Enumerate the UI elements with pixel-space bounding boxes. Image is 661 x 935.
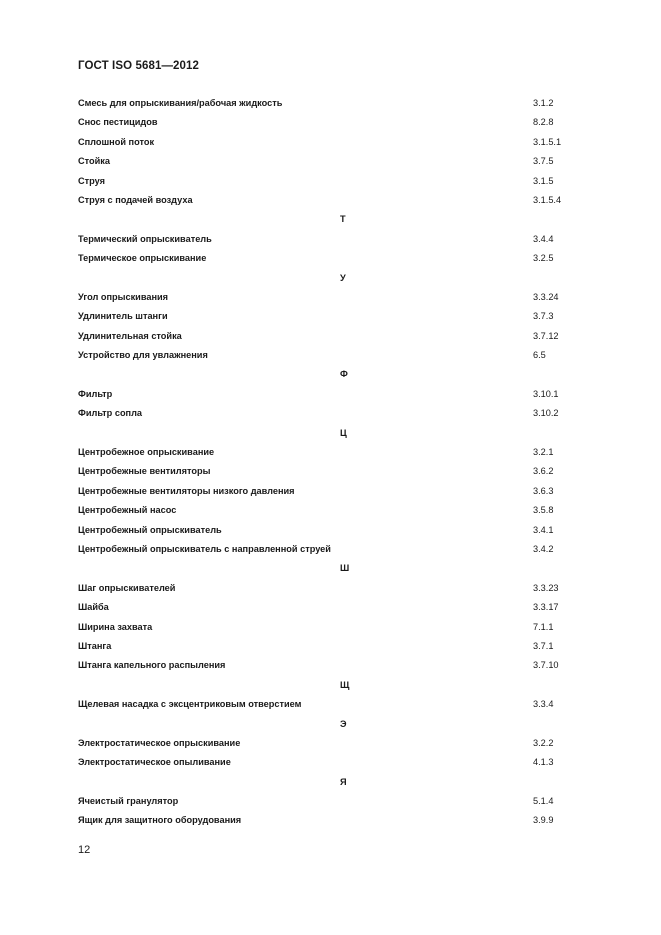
entry-reference: 3.1.5.1	[533, 136, 562, 147]
entry-reference: 3.10.2	[533, 408, 559, 419]
entry-reference: 3.3.23	[533, 582, 559, 593]
letter-section-heading	[0, 676, 661, 695]
index-entry	[0, 385, 661, 404]
entry-reference: 4.1.3	[533, 757, 554, 768]
entry-term: Ящик для защитного оборудования	[78, 815, 242, 826]
entry-reference: 3.6.2	[533, 466, 554, 477]
index-entry	[0, 734, 661, 753]
entry-reference: 3.3.17	[533, 602, 559, 613]
entry-term: Центробежное опрыскивание	[78, 447, 215, 458]
section-letter: У	[340, 272, 346, 283]
index-entry	[0, 618, 661, 637]
index-entry	[0, 172, 661, 191]
index-entry	[0, 288, 661, 307]
index-entries	[0, 94, 661, 831]
entry-term: Электростатическое опыливание	[78, 757, 231, 768]
entry-term: Струя с подачей воздуха	[78, 194, 193, 205]
entry-term: Термический опрыскиватель	[78, 233, 212, 244]
letter-section-heading	[0, 715, 661, 734]
entry-reference: 3.4.2	[533, 543, 554, 554]
entry-reference: 3.7.12	[533, 330, 559, 341]
entry-term: Стойка	[78, 156, 110, 167]
page-number: 12	[78, 844, 91, 856]
entry-reference: 3.3.24	[533, 291, 559, 302]
entry-reference: 3.7.10	[533, 660, 559, 671]
index-entry	[0, 113, 661, 132]
entry-reference: 3.9.9	[533, 815, 554, 826]
section-letter: Я	[340, 776, 347, 787]
entry-reference: 3.7.1	[533, 640, 554, 651]
letter-section-heading	[0, 269, 661, 288]
entry-term: Центробежный опрыскиватель с направленной струей	[78, 543, 331, 554]
entry-term: Центробежный опрыскиватель	[78, 524, 222, 535]
letter-section-heading	[0, 365, 661, 384]
index-entry	[0, 327, 661, 346]
index-entry	[0, 404, 661, 423]
entry-term: Угол опрыскивания	[78, 291, 169, 302]
entry-reference: 3.2.5	[533, 253, 554, 264]
section-letter: Щ	[340, 679, 350, 690]
entry-reference: 3.1.2	[533, 98, 554, 108]
index-entry	[0, 249, 661, 268]
entry-term: Удлинитель штанги	[78, 311, 168, 322]
document-header: ГОСТ ISO 5681—2012	[78, 60, 200, 72]
entry-term: Фильтр сопла	[78, 408, 143, 419]
entry-reference: 3.5.8	[533, 505, 554, 516]
section-letter: Ш	[340, 563, 350, 574]
section-letter: Ц	[340, 427, 347, 438]
index-entry	[0, 94, 661, 113]
entry-reference: 5.1.4	[533, 796, 554, 807]
index-entry	[0, 443, 661, 462]
entry-reference: 3.2.2	[533, 737, 554, 748]
entry-term: Электростатическое опрыскивание	[78, 737, 241, 748]
section-letter: Т	[340, 214, 346, 225]
entry-term: Сплошной поток	[78, 136, 155, 147]
entry-reference: 3.2.1	[533, 447, 554, 458]
entry-term: Центробежный насос	[78, 505, 177, 516]
entry-term: Штанга	[78, 640, 112, 651]
index-entry	[0, 346, 661, 365]
entry-term: Центробежные вентиляторы	[78, 466, 211, 477]
index-entry	[0, 695, 661, 714]
index-entry	[0, 753, 661, 772]
entry-term: Ячеистый гранулятор	[78, 796, 179, 807]
section-letter: Э	[340, 718, 347, 729]
entry-reference: 3.1.5	[533, 175, 554, 186]
index-entry	[0, 521, 661, 540]
index-entry	[0, 598, 661, 617]
entry-term: Ширина захвата	[78, 621, 153, 632]
entry-reference: 7.1.1	[533, 621, 554, 632]
entry-term: Удлинительная стойка	[78, 330, 182, 341]
index-entry	[0, 133, 661, 152]
entry-term: Снос пестицидов	[78, 117, 158, 128]
entry-term: Термическое опрыскивание	[78, 253, 207, 264]
entry-term: Фильтр	[78, 388, 113, 399]
entry-term: Шаг опрыскивателей	[78, 582, 176, 593]
index-entry	[0, 792, 661, 811]
entry-term: Струя	[78, 175, 105, 186]
index-entry	[0, 656, 661, 675]
index-entry	[0, 540, 661, 559]
entry-reference: 3.7.3	[533, 311, 554, 322]
entry-reference: 3.7.5	[533, 156, 554, 167]
entry-reference: 3.4.4	[533, 233, 554, 244]
index-entry	[0, 152, 661, 171]
entry-reference: 3.6.3	[533, 485, 554, 496]
entry-term: Устройство для увлажнения	[78, 350, 208, 361]
index-entry	[0, 230, 661, 249]
entry-term: Шайба	[78, 602, 109, 613]
entry-term: Центробежные вентиляторы низкого давления	[78, 485, 295, 496]
letter-section-heading	[0, 773, 661, 792]
entry-reference: 8.2.8	[533, 117, 554, 128]
index-entry	[0, 579, 661, 598]
letter-section-heading	[0, 210, 661, 229]
letter-section-heading	[0, 424, 661, 443]
index-entry	[0, 307, 661, 326]
index-entry	[0, 501, 661, 520]
entry-term: Штанга капельного распыления	[78, 660, 226, 671]
index-entry	[0, 811, 661, 830]
entry-reference: 3.1.5.4	[533, 194, 562, 205]
entry-reference: 3.10.1	[533, 388, 559, 399]
index-entry	[0, 482, 661, 501]
entry-term: Щелевая насадка с эксцентриковым отверстием	[78, 699, 302, 710]
index-entry	[0, 462, 661, 481]
section-letter: Ф	[340, 369, 348, 380]
entry-reference: 3.3.4	[533, 699, 554, 710]
index-entry	[0, 637, 661, 656]
entry-reference: 3.4.1	[533, 524, 554, 535]
entry-reference: 6.5	[533, 350, 546, 361]
entry-term: Смесь для опрыскивания/рабочая жидкость	[78, 98, 283, 108]
index-entry	[0, 191, 661, 210]
letter-section-heading	[0, 559, 661, 578]
